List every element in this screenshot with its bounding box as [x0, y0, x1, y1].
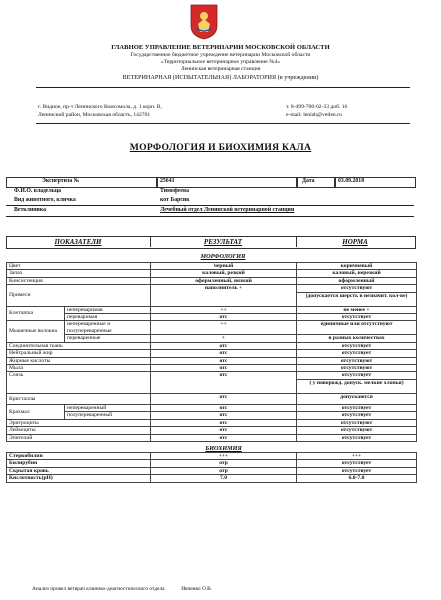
column-indicators: ПОКАЗАТЕЛИ [54, 238, 102, 246]
row-result: отс [151, 350, 297, 357]
row-norm: отсутствует [297, 350, 417, 357]
row-name: Эпителий [7, 434, 151, 441]
row-name: Примеси [7, 285, 151, 306]
footer-signer: Ивченко О.В. [181, 586, 213, 592]
table-row [7, 314, 417, 321]
row-norm: отсутствует [297, 460, 417, 467]
row-subname: переваренные [65, 335, 151, 342]
column-norm: НОРМА [342, 238, 368, 246]
row-result: отс [151, 357, 297, 364]
row-result: отс [151, 372, 297, 393]
row-result: ++ [151, 306, 297, 313]
document-title: МОРФОЛОГИЯ И БИОХИМИЯ КАЛА [129, 142, 312, 153]
row-norm: отсутствуют [297, 285, 417, 292]
exam-label: Экспертиза № [42, 178, 80, 184]
table-row [7, 372, 417, 379]
row-name: Стеркобилин [7, 452, 151, 459]
row-norm: отсутствует [297, 342, 417, 349]
section-row [7, 441, 417, 452]
table-row [7, 434, 417, 441]
info-divider [6, 205, 414, 206]
row-subname: непереваренные и полупереваренные [65, 321, 151, 335]
row-result: каловый, резкий [151, 270, 297, 277]
row-name: Скрытая кровь [7, 467, 151, 474]
row-result: отс [151, 365, 297, 372]
row-result: + [151, 335, 297, 342]
row-result: отс [151, 412, 297, 419]
laboratory-name: ВЕТЕРИНАРНАЯ (ИСПЫТАТЕЛЬНАЯ) ЛАБОРАТОРИЯ (в учреждении) [122, 74, 319, 81]
row-norm: не менее + [297, 306, 417, 313]
row-norm: отсутствуют [297, 419, 417, 426]
date-value: 03.09.2018 [338, 178, 365, 184]
table-row [7, 335, 417, 342]
row-result: отс [151, 314, 297, 321]
table-row [7, 321, 417, 335]
row-norm: отсутствуют [297, 357, 417, 364]
row-norm: 6.0-7.0 [297, 475, 417, 482]
address-line-1: г. Видное, пр-т Ленинского Комсомола, д. 1 корп. В, [38, 104, 162, 110]
owner-value: Тимофеева [160, 188, 190, 194]
section-morphology: МОРФОЛОГИЯ [200, 253, 246, 260]
table-row [7, 342, 417, 349]
organization-title: ГЛАВНОЕ УПРАВЛЕНИЕ ВЕТЕРИНАРИИ МОСКОВСКОЙ ОБЛАСТИ [111, 44, 330, 51]
row-subname: переваримая [65, 314, 151, 321]
table-row [7, 460, 417, 467]
row-norm: коричневый [297, 263, 417, 270]
row-norm: отсутствует [297, 434, 417, 441]
exam-value-box [156, 177, 298, 188]
row-name: Крахмал [7, 404, 65, 419]
row-norm: отсутствует [297, 372, 417, 379]
row-norm: отсутствует [297, 467, 417, 474]
table-row [7, 357, 417, 364]
row-result: 7.0 [151, 475, 297, 482]
footer-signature [32, 586, 212, 592]
row-name: Запах [7, 270, 151, 277]
animal-value: кот Барсик [160, 197, 190, 203]
owner-label: Ф.И.О. владельца [14, 188, 62, 194]
table-row [7, 412, 417, 419]
table-row [7, 350, 417, 357]
email-line: e-mail: lenlab@vetlen.ru [286, 112, 342, 118]
row-result: отр [151, 467, 297, 474]
header-divider-bottom [36, 123, 410, 124]
row-norm: оформленный [297, 277, 417, 284]
row-subname: непереваримая [65, 306, 151, 313]
table-row [7, 270, 417, 277]
row-result: отс [151, 404, 297, 411]
organization-line-2: «Территориальное ветеринарное управление №4» [160, 59, 281, 65]
table-row [7, 306, 417, 313]
table-row [7, 263, 417, 270]
coat-of-arms-emblem [190, 4, 218, 40]
table-row [7, 427, 417, 434]
row-norm: в разных количествах [297, 335, 417, 342]
date-label: Дата [302, 178, 315, 184]
row-norm: единичные или отсутствуют [297, 321, 417, 335]
table-row [7, 365, 417, 372]
row-name: Нейтральный жир [7, 350, 151, 357]
row-name: Клетчатка [7, 306, 65, 321]
row-norm: отсутствует [297, 314, 417, 321]
info-divider-bottom [6, 216, 414, 217]
footer-text: Анализ провел ветврач клинико-диагностического отдела [32, 586, 165, 592]
clinic-label: Ветклиника [14, 207, 47, 213]
row-norm: +++ [297, 452, 417, 459]
row-norm: каловый, нерезкий [297, 270, 417, 277]
row-norm: допускаются [297, 393, 417, 404]
row-result: отс [151, 419, 297, 426]
row-name: Эритроциты [7, 419, 151, 426]
row-norm-note: ( у новорожд. допуск. мелкие хлопья) [297, 379, 417, 393]
organization-line-1: Государственное бюджетное учреждение ветеринарии Московской области [130, 52, 311, 58]
exam-label-box [6, 177, 158, 188]
row-name: Слизь [7, 372, 151, 393]
table-row [7, 467, 417, 474]
table-row [7, 419, 417, 426]
header-divider-top [36, 87, 410, 88]
row-subname: полупереваренный [65, 412, 151, 419]
row-name: Кристаллы [7, 393, 151, 404]
row-name: Билирубин [7, 460, 151, 467]
table-row [7, 285, 417, 292]
phone-line: т. 8-499-700-02-33 доб. 16 [286, 104, 348, 110]
row-name: Цвет [7, 263, 151, 270]
results-table [6, 262, 417, 483]
row-result: отр [151, 460, 297, 467]
row-subname: непереваренный [65, 404, 151, 411]
row-result: отс [151, 393, 297, 404]
row-name: Жирные кислоты [7, 357, 151, 364]
row-result: наполнитель + [151, 285, 297, 306]
clinic-value: Лечебный отдел Ленинской ветеринарной станции [160, 207, 295, 213]
row-norm: отсутствуют [297, 427, 417, 434]
table-row [7, 452, 417, 459]
row-norm: отсутствует [297, 404, 417, 411]
row-result: отс [151, 427, 297, 434]
row-result: отс [151, 434, 297, 441]
column-result: РЕЗУЛЬТАТ [203, 238, 243, 246]
row-name: Мыла [7, 365, 151, 372]
row-norm-note: (допускается шерсть в незначит. кол-ве) [297, 292, 417, 306]
table-row [7, 393, 417, 404]
table-row [7, 277, 417, 284]
row-name: Консистенция [7, 277, 151, 284]
row-result: оформленный, вязкий [151, 277, 297, 284]
row-result: ++ [151, 321, 297, 335]
row-name: Соединительная ткань [7, 342, 151, 349]
animal-label: Вид животного, кличка [14, 197, 76, 203]
row-result: черный [151, 263, 297, 270]
organization-line-3: Ленинская ветеринарная станция [180, 66, 261, 72]
row-norm: отсутствуют [297, 365, 417, 372]
row-name: Лейкоциты [7, 427, 151, 434]
row-result: +++ [151, 452, 297, 459]
address-line-2: Ленинский район, Московская область, 142701 [38, 112, 151, 118]
row-result: отс [151, 342, 297, 349]
row-name: Кислотность(рН) [7, 475, 151, 482]
section-biochem: БИОХИМИЯ [205, 444, 242, 452]
exam-value: 25641 [160, 178, 175, 184]
row-norm: отсутствует [297, 412, 417, 419]
table-row [7, 475, 417, 482]
table-row [7, 404, 417, 411]
row-name: Мышечные волокна [7, 321, 65, 342]
